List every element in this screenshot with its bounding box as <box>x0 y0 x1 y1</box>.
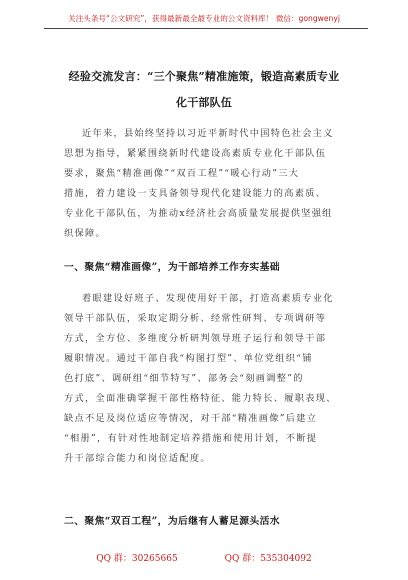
paragraph-line: 要求，聚焦“精准画像”“双百工程”“暖心行动”三大 <box>64 168 300 179</box>
title-line: 化干部队伍 <box>176 96 232 109</box>
qq-group-2: QQ 群：535304092 <box>224 554 312 564</box>
paragraph-line: 近年来，县始终坚持以习近平新时代中国特色社会主义 <box>82 128 334 139</box>
paragraph-line: 思想为指导，紧紧围绕新时代建设高素质专业化干部队伍 <box>64 148 327 159</box>
intro-paragraph <box>64 124 360 244</box>
paragraph-line: 织保障。 <box>64 228 106 239</box>
title-line: 经验交流发言：“三个聚焦”精准施策，锻造高素质专业 <box>68 70 340 83</box>
section-2-heading: 二、聚焦“双百工程”，为后继有人蓄足源头活水 <box>64 516 281 527</box>
paragraph-line: 措施，着力建设一支具备领导现代化建设能力的高素质、 <box>64 188 327 199</box>
paragraph-line: 着眼建设好班子、发现使用好干部，打造高素质专业化 <box>82 293 334 304</box>
paragraph-line: 色打底”、调研组“细节特写”、部务会“刻画调整”的 <box>64 373 304 384</box>
document-title <box>40 64 368 116</box>
header-divider <box>44 28 368 29</box>
paragraph-line: 履职情况。通过干部自我“构图打型”、单位党组织“铺 <box>64 353 313 364</box>
qq-group-1: QQ 群：30265665 <box>96 554 178 564</box>
header-banner: 关注头条号“公文研究”，获得最新最全最专业的公文资料库！ 微信：gongwenyj <box>68 14 340 23</box>
paragraph-line: 方式，全方位、多维度分析研判领导班子运行和领导干部 <box>64 333 327 344</box>
section-1-paragraph <box>64 289 360 469</box>
paragraph-line: 方式，全面准确掌握干部性格特征、能力特长、履职表现、 <box>64 393 337 404</box>
paragraph-line: 缺点不足及岗位适应等情况，对干部“精准画像”后建立 <box>64 413 318 424</box>
section-1-heading: 一、聚焦“精准画像”，为干部培养工作夯实基础 <box>64 262 281 273</box>
paragraph-line: 升干部综合能力和岗位适配度。 <box>64 453 211 464</box>
paragraph-line: 专业化干部队伍，为推动x经济社会高质量发展提供坚强组 <box>64 208 333 219</box>
footer-contacts <box>0 551 408 564</box>
paragraph-line: 领导干部队伍，采取定期分析、经常性研判、专项调研等 <box>64 313 327 324</box>
paragraph-line: “相册”，有针对性地制定培养措施和使用计划，不断提 <box>64 433 318 444</box>
